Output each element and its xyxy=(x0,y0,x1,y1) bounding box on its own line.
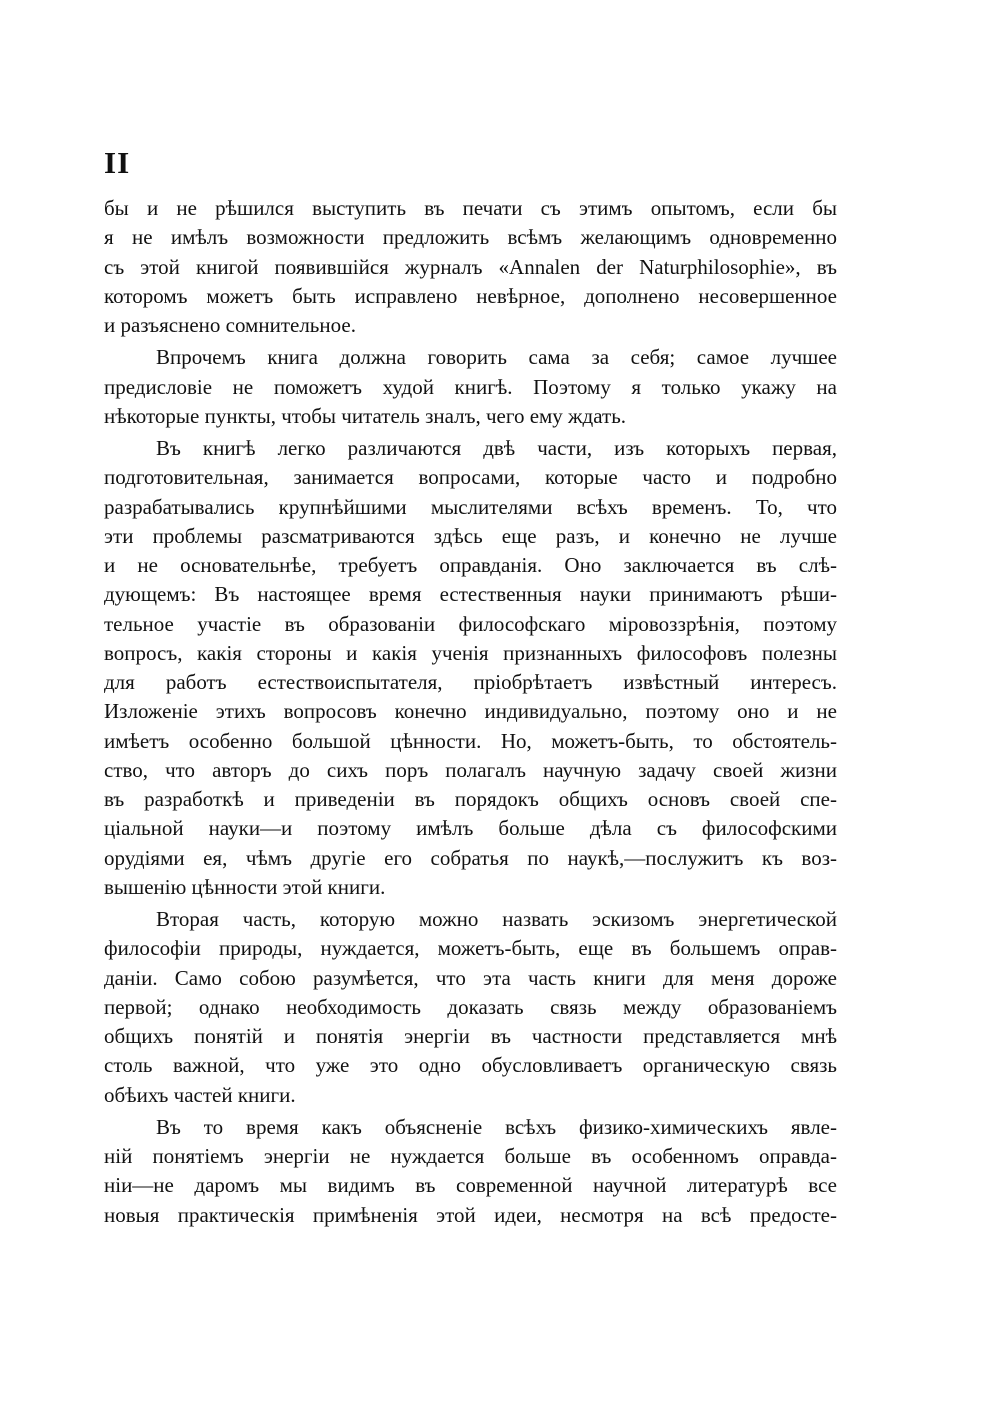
text-line: я не имѣлъ возможности предложить всѣмъ желающимъ одновременно xyxy=(104,225,837,250)
text-line: нѣкоторые пункты, чтобы читатель зналъ, чего ему ждать. xyxy=(104,403,627,428)
text-line: тельное участіе въ образованіи философскаго міровоззрѣнія, поэтому xyxy=(104,611,837,636)
text-line: новыя практическія примѣненія этой идеи, несмотря на всѣ предосте- xyxy=(104,1202,837,1227)
text-line: ціальной науки—и поэтому имѣлъ больше дѣла съ философскими xyxy=(104,816,837,841)
text-line: эти проблемы разсматриваются здѣсь еще разъ, и конечно не лучше xyxy=(104,523,837,548)
text-line: обѣихъ частей книги. xyxy=(104,1082,296,1107)
text-line: философіи природы, нуждается, можетъ-быть, еще въ большемъ оправ- xyxy=(104,936,837,961)
text-line: Изложеніе этихъ вопросовъ конечно индивидуально, поэтому оно и не xyxy=(104,699,837,724)
text-line: для работъ естествоиспытателя, пріобрѣтаетъ извѣстный интересъ. xyxy=(104,670,837,694)
text-line: вопросъ, какія стороны и какія ученія признанныхъ философовъ полезны xyxy=(104,640,837,665)
text-line: Въ книгѣ легко различаются двѣ части, изъ которыхъ первая, xyxy=(156,436,837,460)
text-line: предисловіе не поможетъ худой книгѣ. Поэтому я только укажу на xyxy=(104,374,837,399)
text-line: даніи. Само собою разумѣется, что эта часть книги для меня дороже xyxy=(104,965,837,990)
text-line: имѣетъ особенно большой цѣнности. Но, можетъ-быть, то обстоятель- xyxy=(104,728,837,753)
text-line: первой; однако необходимость доказать связь между образованіемъ xyxy=(104,994,837,1019)
text-line: и разъяснено сомнительное. xyxy=(104,313,356,337)
text-line: Вторая часть, которую можно назвать эскизомъ энергетической xyxy=(156,907,837,931)
text-line: и не основательнѣе, требуетъ оправданія. Оно заключается въ слѣ- xyxy=(104,553,837,577)
text-line: съ этой книгой появившійся журналъ «Annalen der Naturphilosophie», въ xyxy=(104,254,837,279)
text-line: въ разработкѣ и приведеніи въ порядокъ общихъ основъ своей спе- xyxy=(104,787,837,811)
text-line: орудіями ея, чѣмъ другіе его собратья по наукѣ,—послужитъ къ воз- xyxy=(104,845,837,870)
text-line: которомъ можетъ быть исправлено невѣрное, дополнено несовершенное xyxy=(104,283,837,308)
page-number: II xyxy=(104,145,131,180)
text-line: ство, что авторъ до сихъ поръ полагалъ научную задачу своей жизни xyxy=(104,757,837,782)
text-line: Въ то время какъ объясненіе всѣхъ физико-химическихъ явле- xyxy=(156,1114,837,1139)
text-line: ніи—не даромъ мы видимъ въ современной научной литературѣ все xyxy=(104,1173,837,1198)
body-text xyxy=(104,194,837,1230)
text-line: вышенію цѣнности этой книги. xyxy=(104,874,386,899)
text-line: ній понятіемъ энергіи не нуждается больше въ особенномъ оправда- xyxy=(104,1144,837,1168)
text-line: разрабатывались крупнѣйшими мыслителями всѣхъ временъ. То, что xyxy=(104,494,837,519)
text-line: бы и не рѣшился выступить въ печати съ этимъ опытомъ, если бы xyxy=(104,196,837,220)
text-line: Впрочемъ книга должна говорить сама за себя; самое лучшее xyxy=(156,345,837,370)
text-line: подготовительная, занимается вопросами, которые часто и подробно xyxy=(104,465,837,490)
text-line: дующемъ: Въ настоящее время естественныя науки принимаютъ рѣши- xyxy=(104,582,837,607)
text-line: общихъ понятій и понятія энергіи въ частности представляется мнѣ xyxy=(104,1024,837,1048)
text-line: столь важной, что уже это одно обусловливаетъ органическую связь xyxy=(104,1053,837,1078)
